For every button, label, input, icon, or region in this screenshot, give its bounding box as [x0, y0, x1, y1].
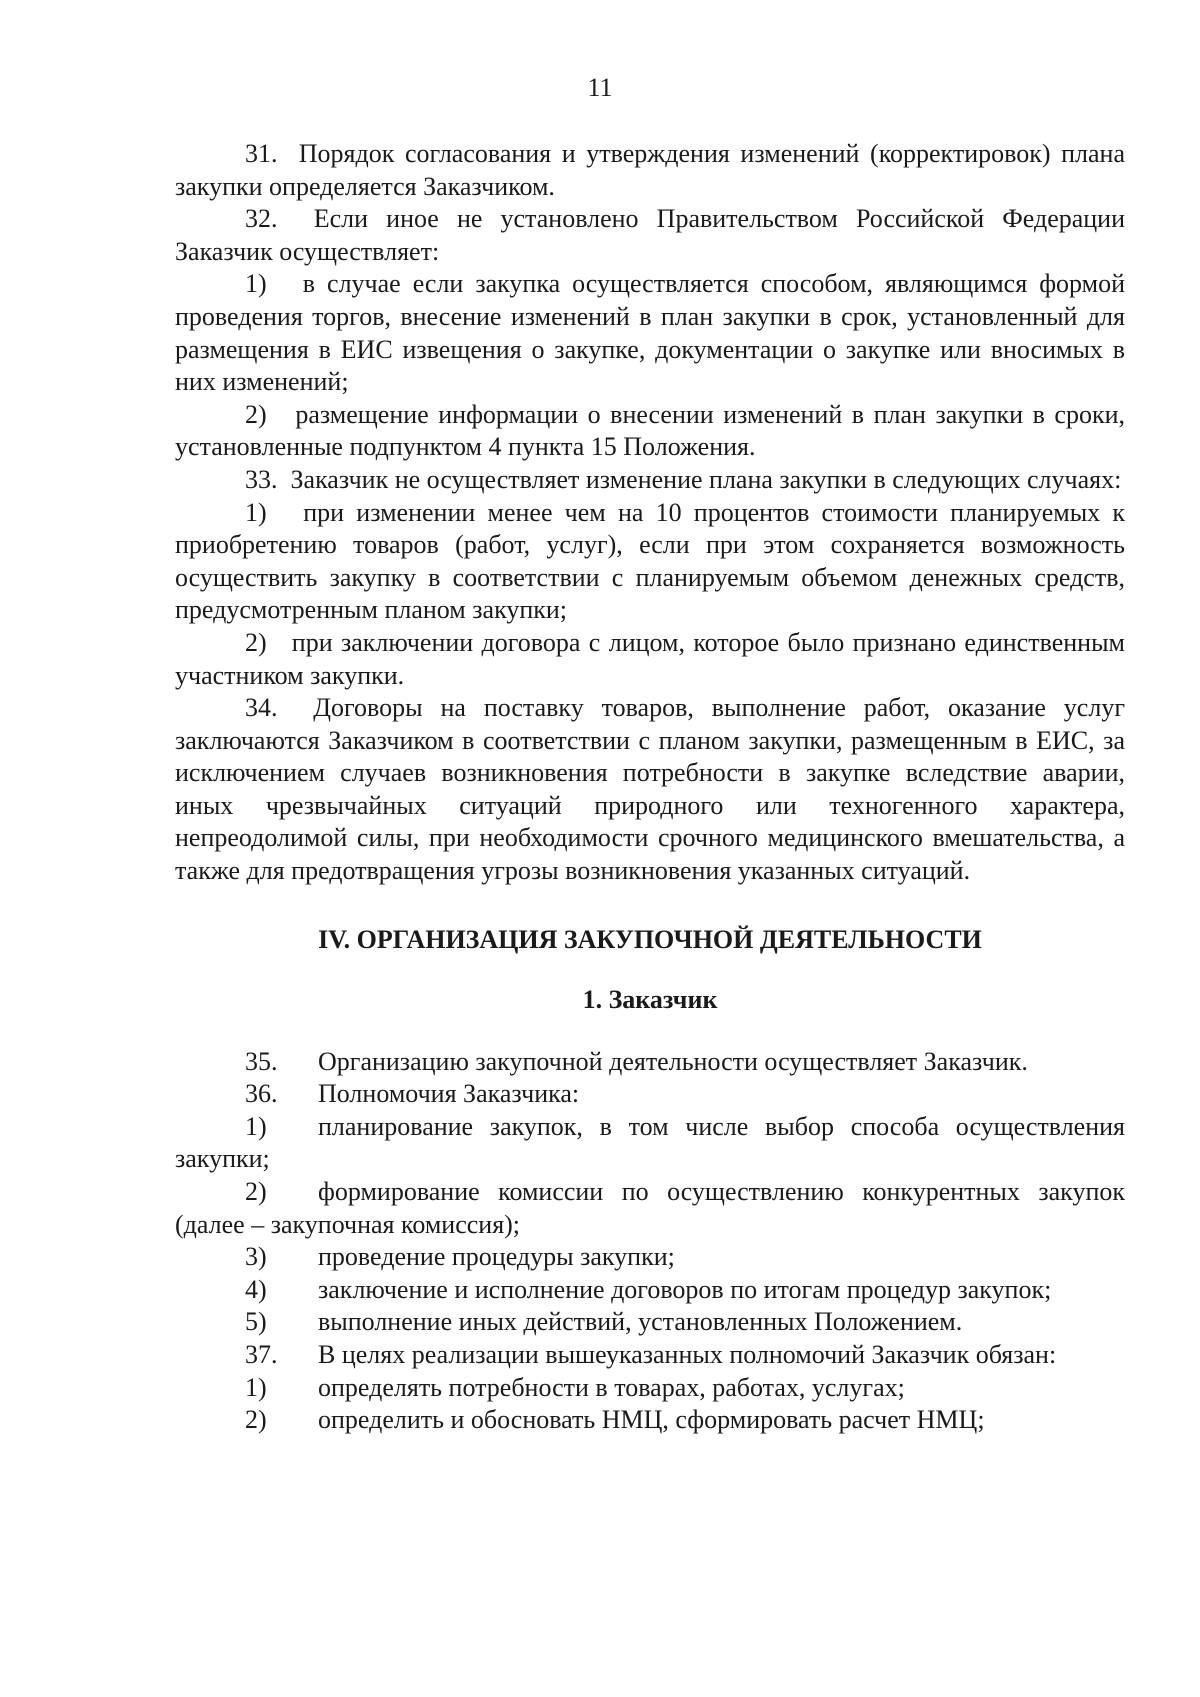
item-number: 1): [245, 1111, 267, 1141]
paragraph-36-item-4: [175, 1274, 1125, 1307]
item-text: выполнение иных действий, установленных Положением.: [318, 1307, 963, 1337]
paragraph-33-item-2: [175, 627, 1125, 692]
paragraph-37-item-2: [175, 1404, 1125, 1437]
item-text: при изменении менее чем на 10 процентов стоимости планируемых к приобретению товаров (работ, услуг), если при этом сохраняется возможность осуществить закупку в соответствии с планируемым объемом денежных средств, предусмотренным планом закупки;: [175, 497, 1126, 625]
paragraph-number: 36.: [245, 1079, 278, 1109]
paragraph-text: Полномочия Заказчика:: [318, 1079, 580, 1109]
bottom-paragraphs: [175, 1046, 1125, 1437]
item-text: определять потребности в товарах, работах, услугах;: [318, 1372, 905, 1402]
paragraph-36-item-2: [175, 1176, 1125, 1241]
item-text: в случае если закупка осуществляется способом, являющимся формой проведения торгов, внесение изменений в план закупки в срок, установленный для размещения в ЕИС извещения о закупке, документации о закупке или вносимых в них изменений;: [175, 269, 1126, 397]
paragraph-33: [175, 464, 1125, 497]
paragraph-number: 31.: [245, 139, 278, 168]
paragraph-number: 37.: [245, 1340, 278, 1369]
paragraph-36-item-1: [175, 1111, 1125, 1176]
paragraph-text: Договоры на поставку товаров, выполнение работ, оказание услуг заключаются Заказчиком в соответствии с планом закупки, размещенным в ЕИС, за исключением случаев возникновения потребности в закупке вследствие аварии, иных чрезвычайных ситуаций природного или техногенного характера, непреодолимой силы, при необходимости срочного медицинского вмешательства, а также для предотвращения угрозы возникновения указанных ситуаций.: [175, 693, 1125, 886]
paragraph-32-item-1: [175, 268, 1125, 398]
item-text: планирование закупок, в том числе выбор способа осуществления закупки;: [175, 1111, 1125, 1174]
item-text: определить и обосновать НМЦ, сформировать расчет НМЦ;: [318, 1405, 985, 1435]
item-text: формирование комиссии по осуществлению конкурентных закупок (далее – закупочная комиссия);: [175, 1177, 1125, 1239]
item-text: размещение информации о внесении изменений в план закупки в сроки, установленные подпунктом 4 пункта 15 Положения.: [175, 399, 1126, 462]
item-number: 1): [245, 269, 267, 299]
paragraph-number: 35.: [245, 1046, 278, 1076]
item-number: 3): [245, 1242, 267, 1272]
paragraph-32-item-2: [175, 399, 1125, 464]
paragraph-32: [175, 203, 1125, 268]
item-number: 2): [245, 399, 267, 429]
item-text: проведение процедуры закупки;: [318, 1242, 675, 1272]
paragraph-33-item-1: [175, 497, 1125, 627]
paragraph-text: В целях реализации вышеуказанных полномочий Заказчик обязан:: [318, 1340, 1057, 1369]
item-number: 2): [245, 1405, 267, 1435]
item-text: при заключении договора с лицом, которое было признано единственным участником закупки.: [175, 627, 1126, 690]
item-number: 2): [245, 1177, 267, 1207]
item-number: 2): [245, 627, 267, 657]
paragraph-text: Организацию закупочной деятельности осуществляет Заказчик.: [318, 1046, 1028, 1076]
paragraph-37: [175, 1339, 1125, 1372]
paragraph-36-item-3: [175, 1241, 1125, 1274]
paragraph-number: 34.: [245, 693, 278, 723]
paragraph-34: [175, 692, 1125, 888]
item-number: 4): [245, 1274, 267, 1304]
section-heading: IV. ОРГАНИЗАЦИЯ ЗАКУПОЧНОЙ ДЕЯТЕЛЬНОСТИ: [318, 924, 982, 954]
paragraph-31: [175, 138, 1125, 203]
item-text: заключение и исполнение договоров по итогам процедур закупок;: [318, 1274, 1052, 1304]
paragraph-35: [175, 1046, 1125, 1079]
paragraph-36-item-5: [175, 1306, 1125, 1339]
item-number: 5): [245, 1307, 267, 1337]
subsection-heading: 1. Заказчик: [582, 984, 718, 1014]
item-number: 1): [245, 1372, 267, 1402]
paragraph-text: Заказчик не осуществляет изменение плана закупки в следующих случаях:: [290, 464, 1122, 494]
page-number: 11: [587, 73, 613, 102]
item-number: 1): [245, 497, 267, 527]
top-paragraphs: [175, 138, 1125, 888]
paragraph-text: Если иное не установлено Правительством Российской Федерации Заказчик осуществляет:: [175, 204, 1126, 266]
document-body: [175, 138, 1125, 1437]
paragraph-37-item-1: [175, 1372, 1125, 1405]
paragraph-text: Порядок согласования и утверждения изменений (корректировок) плана закупки определяется Заказчиком.: [175, 139, 1126, 201]
paragraph-36: [175, 1078, 1125, 1111]
paragraph-number: 32.: [245, 204, 278, 234]
paragraph-number: 33.: [245, 464, 278, 494]
